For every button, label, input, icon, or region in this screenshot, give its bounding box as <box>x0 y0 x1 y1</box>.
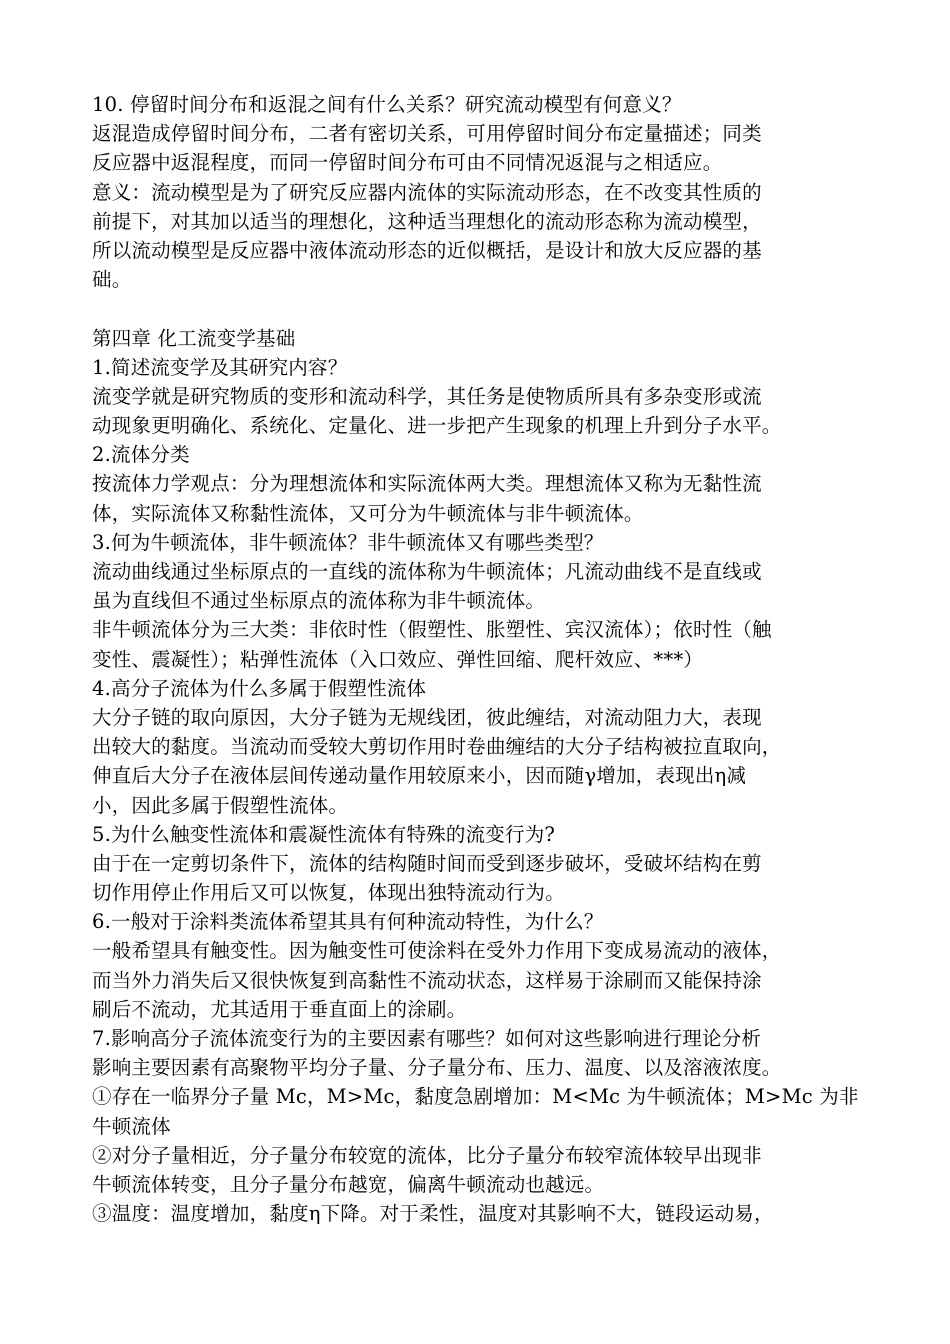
question-heading: 1.简述流变学及其研究内容？ <box>92 355 348 379</box>
text-line: 意义：流动模型是为了研究反应器内流体的实际流动形态，在不改变其性质的 <box>92 180 762 204</box>
text-line: 牛顿流体转变，且分子量分布越宽，偏离牛顿流动也越远。 <box>92 1172 605 1196</box>
text-line: 小，因此多属于假塑性流体。 <box>92 793 349 817</box>
text-line: 变性、震凝性）；粘弹性流体（入口效应、弹性回缩、爬杆效应、***） <box>92 647 704 671</box>
chapter-title: 第四章 化工流变学基础 <box>92 326 296 350</box>
text-line: 切作用停止作用后又可以恢复，体现出独特流动行为。 <box>92 881 565 905</box>
question-heading: 7.影响高分子流体流变行为的主要因素有哪些？如何对这些影响进行理论分析 <box>92 1027 762 1050</box>
text-line: 流动曲线通过坐标原点的一直线的流体称为牛顿流体；凡流动曲线不是直线或 <box>92 560 762 583</box>
text-line: ③温度：温度增加，黏度η下降。对于柔性，温度对其影响不大，链段运动易， <box>92 1202 774 1226</box>
text-line: ①存在一临界分子量 Mc，M>Mc，黏度急剧增加：M<Mc 为牛顿流体；M>Mc 为非 <box>92 1085 859 1109</box>
text-line: 流变学就是研究物质的变形和流动科学，其任务是使物质所具有多杂变形或流 <box>92 384 762 408</box>
text-line: 虽为直线但不通过坐标原点的流体称为非牛顿流体。 <box>92 589 546 613</box>
blank-line <box>92 294 862 323</box>
question-heading: 3.何为牛顿流体，非牛顿流体？非牛顿流体又有哪些类型？ <box>92 530 604 554</box>
text-line: 体，实际流体又称黏性流体，又可分为牛顿流体与非牛顿流体。 <box>92 501 644 525</box>
question-heading: 2.流体分类 <box>92 443 190 467</box>
text-line: 一般希望具有触变性。因为触变性可使涂料在受外力作用下变成易流动的液体， <box>92 939 782 963</box>
question-heading: 6.一般对于涂料类流体希望其具有何种流动特性，为什么？ <box>92 910 604 934</box>
text-line: 反应器中返混程度，而同一停留时间分布可由不同情况返混与之相适应。 <box>92 151 723 175</box>
text-line: 前提下，对其加以适当的理想化，这种适当理想化的流动形态称为流动模型， <box>92 209 762 233</box>
text-line: 返混造成停留时间分布，二者有密切关系，可用停留时间分布定量描述；同类 <box>92 122 762 146</box>
text-line: 础。 <box>92 268 132 292</box>
text-line: 动现象更明确化、系统化、定量化、进一步把产生现象的机理上升到分子水平。 <box>92 414 782 438</box>
text-line: 按流体力学观点：分为理想流体和实际流体两大类。理想流体又称为无黏性流 <box>92 472 762 496</box>
text-line: 出较大的黏度。当流动而受较大剪切作用时卷曲缠结的大分子结构被拉直取向， <box>92 735 782 759</box>
text-line: 伸直后大分子在液体层间传递动量作用较原来小，因而随γ增加，表现出η减 <box>92 764 747 788</box>
text-line: 由于在一定剪切条件下，流体的结构随时间而受到逐步破坏，受破坏结构在剪 <box>92 851 762 875</box>
text-line: 10. 停留时间分布和返混之间有什么关系？研究流动模型有何意义？ <box>92 93 682 116</box>
text-line: 牛顿流体 <box>92 1114 171 1138</box>
question-heading: 5.为什么触变性流体和震凝性流体有特殊的流变行为? <box>92 822 556 846</box>
text-line: ②对分子量相近，分子量分布较宽的流体，比分子量分布较窄流体较早出现非 <box>92 1143 762 1167</box>
text-line: 而当外力消失后又很快恢复到高黏性不流动状态，这样易于涂刷而又能保持涂 <box>92 968 762 992</box>
text-line: 所以流动模型是反应器中液体流动形态的近似概括，是设计和放大反应器的基 <box>92 238 762 262</box>
question-heading: 4.高分子流体为什么多属于假塑性流体 <box>92 676 427 700</box>
text-line: 非牛顿流体分为三大类：非依时性（假塑性、胀塑性、宾汉流体）；依时性（触 <box>92 618 772 642</box>
text-line: 影响主要因素有高聚物平均分子量、分子量分布、压力、温度、以及溶液浓度。 <box>92 1056 782 1080</box>
text-line: 刷后不流动，尤其适用于垂直面上的涂刷。 <box>92 997 467 1021</box>
text-line: 大分子链的取向原因，大分子链为无规线团，彼此缠结，对流动阻力大，表现 <box>92 705 762 729</box>
